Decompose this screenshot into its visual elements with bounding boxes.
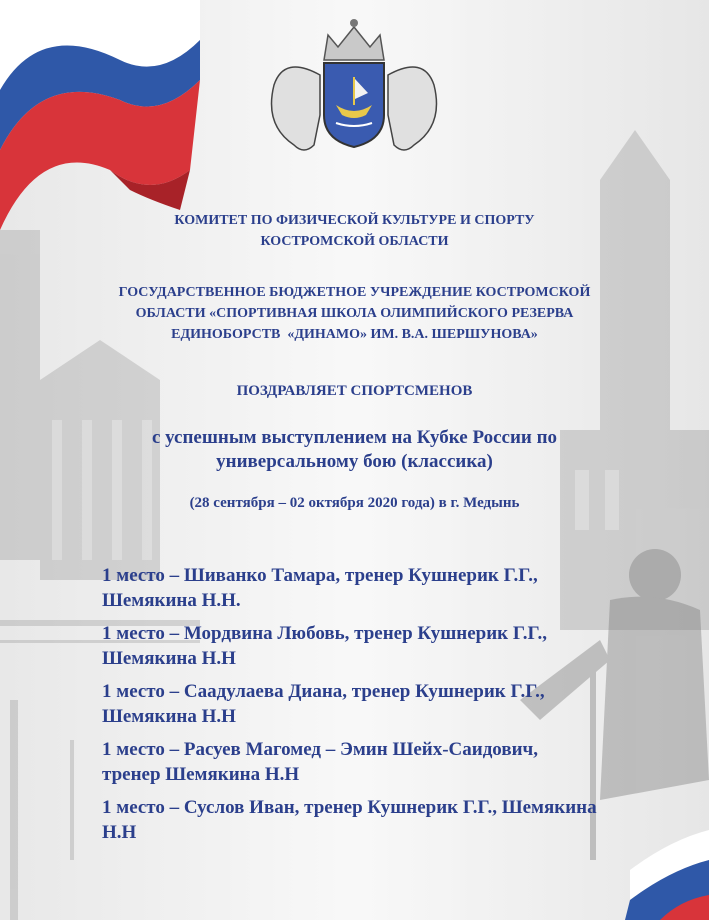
result-line: Шемякина Н.Н (102, 648, 236, 669)
result-line: 1 место – Расуев Магомед – Эмин Шейх-Саидович, (102, 739, 539, 760)
result-line: 1 место – Саадулаева Диана, тренер Кушнерик Г.Г., (102, 681, 545, 702)
result-item (102, 737, 682, 787)
committee-line: КОСТРОМСКОЙ ОБЛАСТИ (260, 234, 449, 249)
congrats-heading: ПОЗДРАВЛЯЕТ СПОРТСМЕНОВ (236, 383, 473, 399)
result-line: Н.Н (102, 822, 137, 843)
event-line: универсальному бою (классика) (216, 451, 493, 472)
institution-line: ЕДИНОБОРСТВ «ДИНАМО» ИМ. В.А. ШЕРШУНОВА» (171, 327, 538, 342)
result-line: тренер Шемякина Н.Н (102, 764, 300, 785)
result-line: Шемякина Н.Н (102, 706, 236, 727)
result-item (102, 679, 682, 729)
committee-title (0, 210, 709, 252)
event-line: с успешным выступлением на Кубке России по (151, 427, 558, 448)
committee-line: КОМИТЕТ ПО ФИЗИЧЕСКОЙ КУЛЬТУРЕ И СПОРТУ (174, 213, 535, 228)
result-line: 1 место – Суслов Иван, тренер Кушнерик Г.Г., Шемякина (102, 797, 597, 818)
institution-line: ОБЛАСТИ «СПОРТИВНАЯ ШКОЛА ОЛИМПИЙСКОГО РЕЗЕРВА (135, 306, 574, 321)
result-item (102, 621, 682, 671)
result-item (102, 795, 682, 845)
event-description (60, 426, 649, 474)
institution-line: ГОСУДАРСТВЕННОЕ БЮДЖЕТНОЕ УЧРЕЖДЕНИЕ КОСТРОМСКОЙ (118, 285, 591, 300)
institution-title (0, 282, 709, 345)
result-line: Шемякина Н.Н. (102, 590, 241, 611)
event-dates: (28 сентября – 02 октября 2020 года) в г. Медынь (189, 495, 520, 511)
result-line: 1 место – Шиванко Тамара, тренер Кушнерик Г.Г., (102, 565, 538, 586)
results-list (102, 563, 682, 853)
result-item (102, 563, 682, 613)
result-line: 1 место – Мордвина Любовь, тренер Кушнерик Г.Г., (102, 623, 547, 644)
